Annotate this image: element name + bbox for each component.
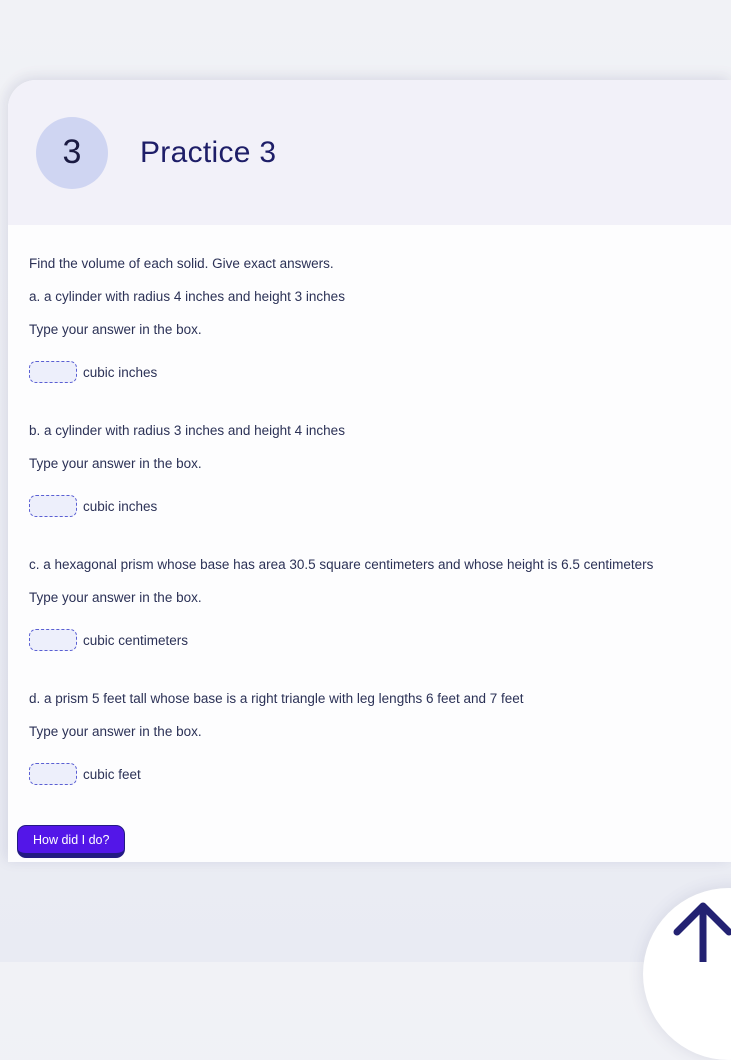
scroll-to-top-button[interactable] bbox=[643, 888, 731, 1060]
question-prompt: a. a cylinder with radius 4 inches and height 3 inches bbox=[29, 289, 345, 304]
answer-row bbox=[29, 495, 707, 517]
answer-input-d[interactable] bbox=[29, 763, 77, 785]
question-a bbox=[29, 289, 707, 383]
question-prompt: c. a hexagonal prism whose base has area 30.5 square centimeters and whose height is 6.5 centimeters bbox=[29, 557, 654, 572]
section-number-badge bbox=[36, 117, 108, 189]
question-instruction: Type your answer in the box. bbox=[29, 590, 202, 605]
question-c bbox=[29, 557, 707, 651]
intro-text: Find the volume of each solid. Give exact answers. bbox=[29, 256, 334, 271]
question-instruction: Type your answer in the box. bbox=[29, 322, 202, 337]
question-instruction: Type your answer in the box. bbox=[29, 724, 202, 739]
practice-header bbox=[8, 80, 731, 225]
answer-input-b[interactable] bbox=[29, 495, 77, 517]
section-number: 3 bbox=[62, 133, 82, 171]
question-b bbox=[29, 423, 707, 517]
question-instruction: Type your answer in the box. bbox=[29, 456, 202, 471]
how-did-i-do-button[interactable]: How did I do? bbox=[17, 825, 125, 858]
arrow-up-icon bbox=[643, 888, 731, 962]
answer-row bbox=[29, 763, 707, 785]
practice-card bbox=[8, 80, 731, 862]
unit-label: cubic centimeters bbox=[83, 632, 189, 648]
answer-row bbox=[29, 629, 707, 651]
unit-label: cubic inches bbox=[83, 364, 158, 380]
answer-row bbox=[29, 361, 707, 383]
question-prompt: d. a prism 5 feet tall whose base is a right triangle with leg lengths 6 feet and 7 feet bbox=[29, 691, 524, 706]
question-prompt: b. a cylinder with radius 3 inches and height 4 inches bbox=[29, 423, 345, 438]
answer-input-c[interactable] bbox=[29, 629, 77, 651]
unit-label: cubic feet bbox=[83, 766, 141, 782]
question-d bbox=[29, 691, 707, 785]
practice-body bbox=[8, 225, 731, 858]
page-title: Practice 3 bbox=[140, 135, 277, 169]
unit-label: cubic inches bbox=[83, 498, 158, 514]
answer-input-a[interactable] bbox=[29, 361, 77, 383]
